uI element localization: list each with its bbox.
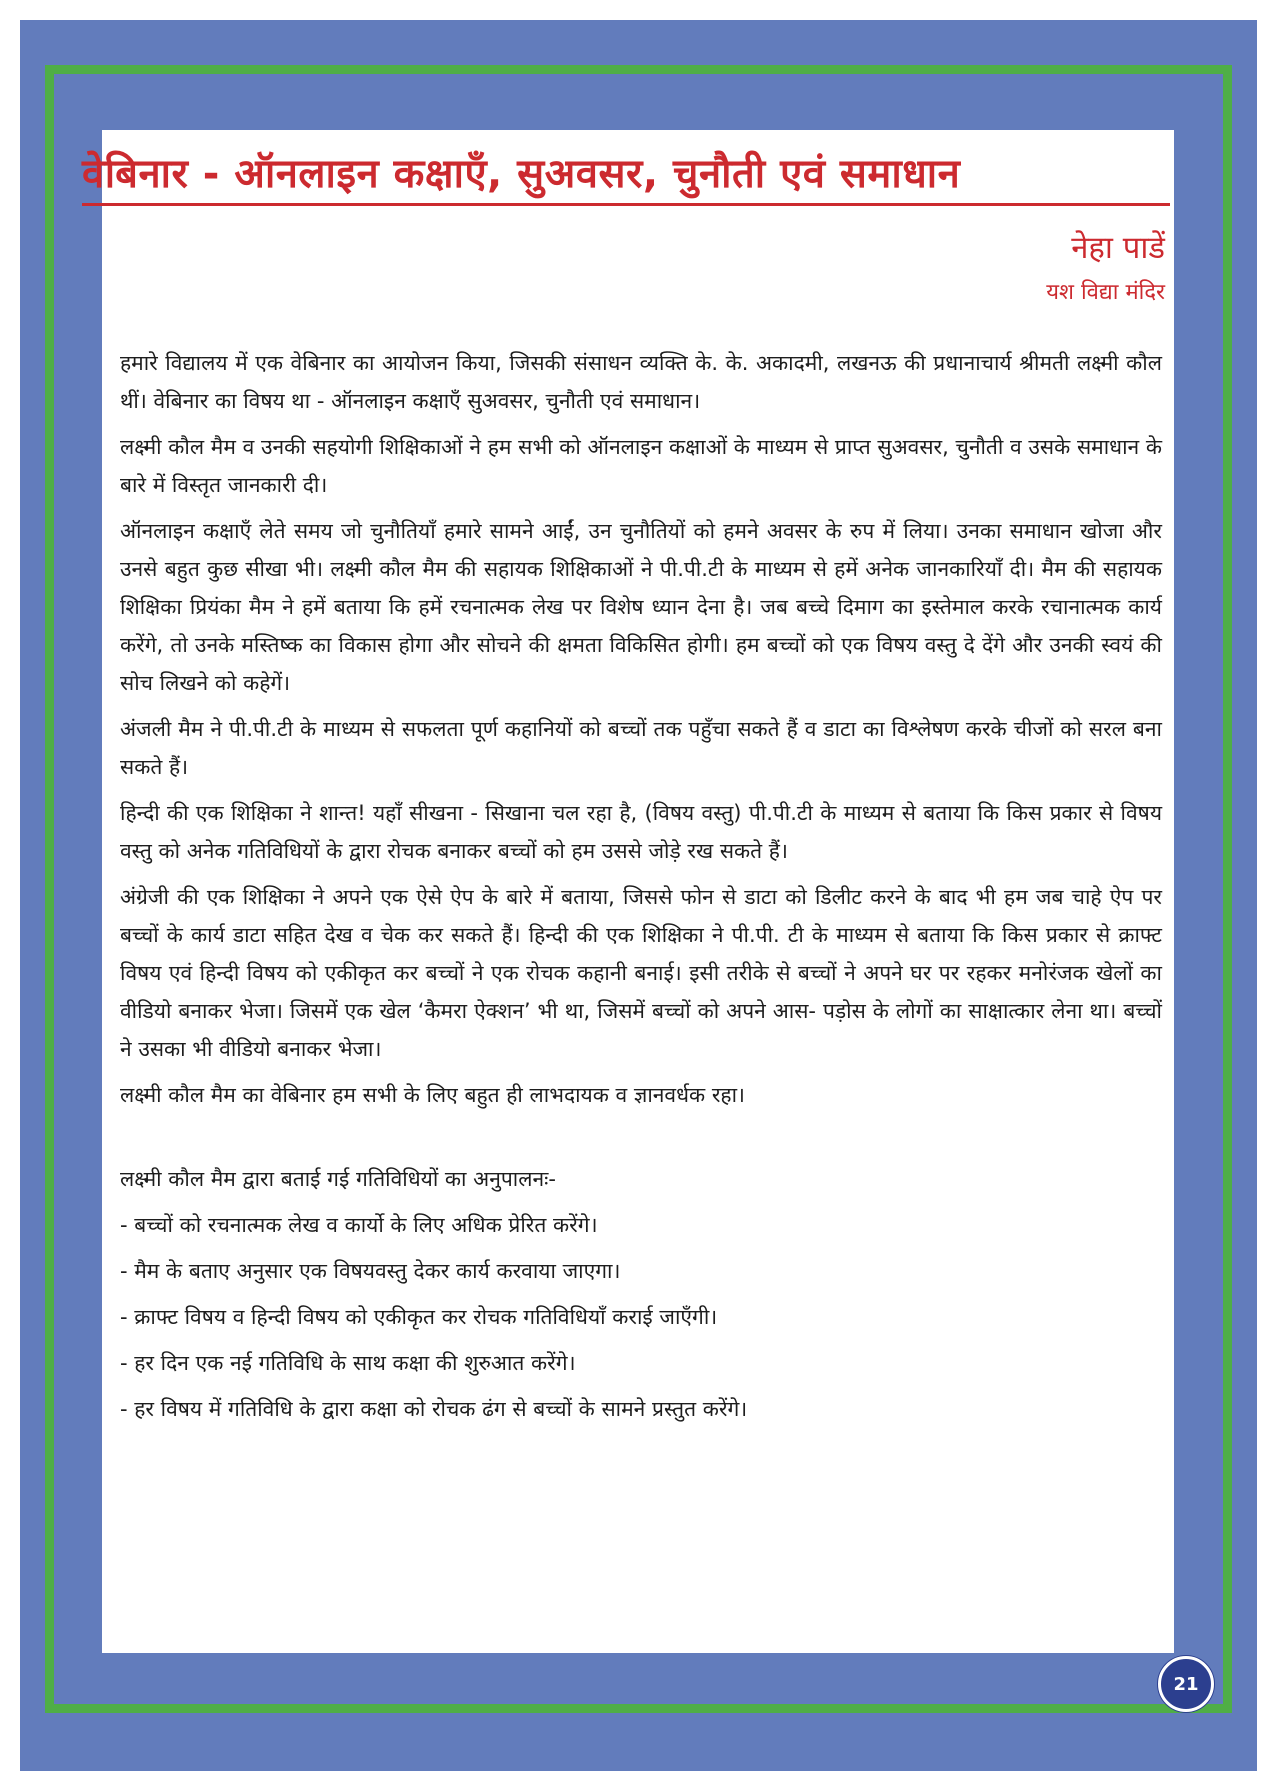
- school-name: यश विद्या मंदिर: [1046, 280, 1165, 305]
- activities-heading: लक्ष्मी कौल मैम द्वारा बताई गई गतिविधियों का अनुपालनः-: [120, 1167, 556, 1191]
- article-body: [120, 344, 1162, 1436]
- paragraph-1: हमारे विद्यालय में एक वेबिनार का आयोजन किया, जिसकी संसाधन व्यक्ति के. के. अकादमी, लखनऊ की प्रधानाचार्य श्रीमती लक्ष्मी कौल थीं। वेबिनार का विषय था - ऑनलाइन कक्षाएँ सुअवसर, चुनौती एवं समाधान।: [120, 351, 1162, 413]
- page-number-badge: 21: [1158, 1656, 1214, 1712]
- activity-item: - बच्चों को रचनात्मक लेख व कार्यो के लिए अधिक प्रेरित करेंगे।: [120, 1213, 598, 1237]
- activity-item: - हर दिन एक नई गतिविधि के साथ कक्षा की शुरुआत करेंगे।: [120, 1351, 576, 1375]
- activity-item: - क्राफ्ट विषय व हिन्दी विषय को एकीकृत कर रोचक गतिविधियाँ कराई जाएँगी।: [120, 1305, 718, 1329]
- paragraph-6: अंग्रेजी की एक शिक्षिका ने अपने एक ऐसे ऐप के बारे में बताया, जिससे फोन से डाटा को डिलीट करने के बाद भी हम जब चाहे ऐप पर बच्चों के कार्य डाटा सहित देख व चेक कर सकते हैं। हिन्दी की एक शिक्षिका ने पी.पी. टी के माध्यम से बताया कि किस प्रकार से क्राफ्ट विषय एवं हिन्दी विषय को एकीकृत कर बच्चों ने एक रोचक कहानी बनाई। इसी तरीके से बच्चों ने अपने घर पर रहकर मनोरंजक खेलों का वीडियो बनाकर भेजा। जिसमें एक खेल ‘कैमरा ऐक्शन’ भी था, जिसमें बच्चों को अपने आस- पड़ोस के लोगों का साक्षात्कार लेना था। बच्चों ने उसका भी वीडियो बनाकर भेजा।: [120, 885, 1162, 1061]
- paragraph-7: लक्ष्मी कौल मैम का वेबिनार हम सभी के लिए बहुत ही लाभदायक व ज्ञानवर्धक रहा।: [120, 1083, 745, 1107]
- paragraph-2: लक्ष्मी कौल मैम व उनकी सहयोगी शिक्षिकाओं ने हम सभी को ऑनलाइन कक्षाओं के माध्यम से प्राप्त सुअवसर, चुनौती व उसके समाधान के बारे में विस्तृत जानकारी दी।: [120, 435, 1162, 497]
- paragraph-5: हिन्दी की एक शिक्षिका ने शान्त! यहाँ सीखना - सिखाना चल रहा है, (विषय वस्तु) पी.पी.टी के माध्यम से बताया कि किस प्रकार से विषय वस्तु को अनेक गतिविधियों के द्वारा रोचक बनाकर बच्चों को हम उससे जोड़े रख सकते हैं।: [120, 801, 1162, 863]
- article-title: वेबिनार - ऑनलाइन कक्षाएँ, सुअवसर, चुनौती एवं समाधान: [82, 151, 961, 197]
- title-underline: [82, 203, 1170, 206]
- activity-item: - हर विषय में गतिविधि के द्वारा कक्षा को रोचक ढंग से बच्चों के सामने प्रस्तुत करेंगे।: [120, 1397, 748, 1421]
- paragraph-3: ऑनलाइन कक्षाएँ लेते समय जो चुनौतियाँ हमारे सामने आईं, उन चुनौतियों को हमने अवसर के रुप में लिया। उनका समाधान खोजा और उनसे बहुत कुछ सीखा भी। लक्ष्मी कौल मैम की सहायक शिक्षिकाओं ने पी.पी.टी के माध्यम से हमें अनेक जानकारियाँ दी। मैम की सहायक शिक्षिका प्रियंका मैम ने हमें बताया कि हमें रचनात्मक लेख पर विशेष ध्यान देना है। जब बच्चे दिमाग का इस्तेमाल करके रचानात्मक कार्य करेंगे, तो उनके मस्तिष्क का विकास होगा और सोचने की क्षमता विकिसित होगी। हम बच्चों को एक विषय वस्तु दे देंगे और उनकी स्वयं की सोच लिखने को कहेगें।: [120, 519, 1162, 695]
- section-spacer: [120, 1122, 1162, 1160]
- author-name: नेहा पाडें: [1071, 230, 1165, 266]
- paragraph-4: अंजली मैम ने पी.पी.टी के माध्यम से सफलता पूर्ण कहानियों को बच्चों तक पहुँचा सकते हैं व डाटा का विश्लेषण करके चीजों को सरल बना सकते हैं।: [120, 717, 1162, 779]
- activity-item: - मैम के बताए अनुसार एक विषयवस्तु देकर कार्य करवाया जाएगा।: [120, 1259, 621, 1283]
